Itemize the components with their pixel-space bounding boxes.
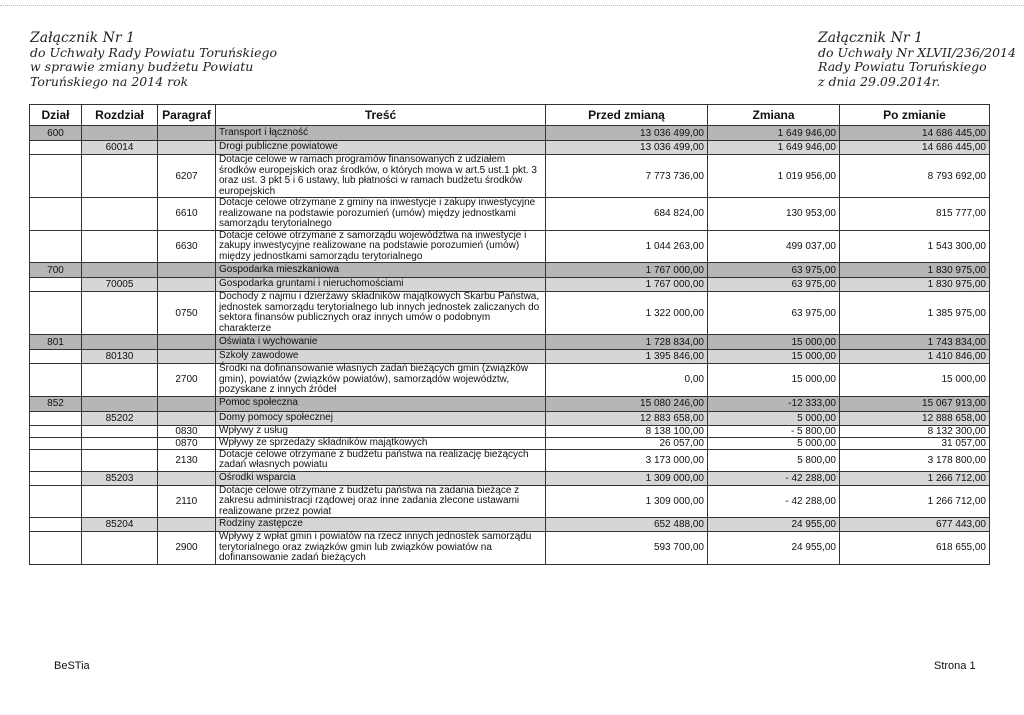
rozdzial-row xyxy=(30,350,990,364)
przed-zmiana-cell: 1 767 000,00 xyxy=(546,263,708,278)
dzial-cell xyxy=(30,485,82,518)
po-zmianie-cell: 1 266 712,00 xyxy=(840,471,990,485)
dzial-cell xyxy=(30,141,82,155)
paragraf-cell: 2700 xyxy=(158,364,216,397)
po-zmianie-cell: 8 132 300,00 xyxy=(840,425,990,437)
przed-zmiana-cell: 13 036 499,00 xyxy=(546,141,708,155)
tresc-cell: Drogi publiczne powiatowe xyxy=(216,141,546,155)
zmiana-cell: 130 953,00 xyxy=(708,198,840,231)
przed-zmiana-cell: 12 883 658,00 xyxy=(546,411,708,425)
paragraf-cell: 0750 xyxy=(158,292,216,335)
header-przed-zmiana: Przed zmianą xyxy=(546,105,708,126)
paragraf-row xyxy=(30,198,990,231)
paragraf-cell: 0830 xyxy=(158,425,216,437)
header-paragraf: Paragraf xyxy=(158,105,216,126)
zmiana-cell: 1 649 946,00 xyxy=(708,126,840,141)
rozdzial-row xyxy=(30,278,990,292)
dzial-cell: 801 xyxy=(30,335,82,350)
przed-zmiana-cell: 7 773 736,00 xyxy=(546,155,708,198)
dzial-row xyxy=(30,263,990,278)
dzial-cell xyxy=(30,350,82,364)
paragraf-cell xyxy=(158,278,216,292)
rozdzial-cell xyxy=(82,437,158,449)
przed-zmiana-cell: 1 322 000,00 xyxy=(546,292,708,335)
przed-zmiana-cell: 26 057,00 xyxy=(546,437,708,449)
rozdzial-cell xyxy=(82,263,158,278)
handwritten-line: w sprawie zmiany budżetu Powiatu xyxy=(30,59,254,75)
scan-edge-line xyxy=(0,5,1024,6)
paragraf-cell xyxy=(158,263,216,278)
przed-zmiana-cell: 13 036 499,00 xyxy=(546,126,708,141)
zmiana-cell: 15 000,00 xyxy=(708,335,840,350)
handwritten-note-right xyxy=(818,30,1018,89)
tresc-cell: Dotacje celowe otrzymane z budżetu państwa na zadania bieżące z zakresu administracji rządowej oraz inne zadania zlecone ustawami realizowane przez powiat xyxy=(216,485,546,518)
handwritten-line: Rady Powiatu Toruńskiego xyxy=(818,59,987,75)
paragraf-row xyxy=(30,230,990,263)
tresc-cell: Wpływy z wpłat gmin i powiatów na rzecz innych jednostek samorządu terytorialnego oraz związków gmin lub związków powiatów na dofinansowanie zadań bieżących xyxy=(216,532,546,565)
tresc-cell: Środki na dofinansowanie własnych zadań bieżących gmin (związków gmin), powiatów (związków powiatów), samorządów województw, pozyskane z innych źródeł xyxy=(216,364,546,397)
header-zmiana: Zmiana xyxy=(708,105,840,126)
dzial-cell: 700 xyxy=(30,263,82,278)
zmiana-cell: -12 333,00 xyxy=(708,396,840,411)
header-dzial: Dział xyxy=(30,105,82,126)
po-zmianie-cell: 8 793 692,00 xyxy=(840,155,990,198)
paragraf-cell: 6610 xyxy=(158,198,216,231)
tresc-cell: Dotacje celowe otrzymane z gminy na inwestycje i zakupy inwestycyjne realizowane na podstawie porozumień (umów) między jednostkami samorządu terytorialnego xyxy=(216,198,546,231)
zmiana-cell: 24 955,00 xyxy=(708,532,840,565)
tresc-cell: Pomoc społeczna xyxy=(216,396,546,411)
paragraf-cell xyxy=(158,518,216,532)
zmiana-cell: - 42 288,00 xyxy=(708,471,840,485)
tresc-cell: Ośrodki wsparcia xyxy=(216,471,546,485)
dzial-cell xyxy=(30,411,82,425)
paragraf-row xyxy=(30,155,990,198)
rozdzial-cell: 85204 xyxy=(82,518,158,532)
przed-zmiana-cell: 1 728 834,00 xyxy=(546,335,708,350)
tresc-cell: Dochody z najmu i dzierżawy składników majątkowych Skarbu Państwa, jednostek samorządu terytorialnego lub innych jednostek zaliczanych do sektora finansów publicznych oraz innych umów o podobnym charakterze xyxy=(216,292,546,335)
przed-zmiana-cell: 593 700,00 xyxy=(546,532,708,565)
dzial-cell xyxy=(30,449,82,471)
paragraf-cell xyxy=(158,411,216,425)
zmiana-cell: 1 019 956,00 xyxy=(708,155,840,198)
rozdzial-cell xyxy=(82,126,158,141)
po-zmianie-cell: 12 888 658,00 xyxy=(840,411,990,425)
zmiana-cell: 1 649 946,00 xyxy=(708,141,840,155)
po-zmianie-cell: 3 178 800,00 xyxy=(840,449,990,471)
dzial-cell xyxy=(30,198,82,231)
po-zmianie-cell: 14 686 445,00 xyxy=(840,141,990,155)
przed-zmiana-cell: 1 044 263,00 xyxy=(546,230,708,263)
zmiana-cell: 24 955,00 xyxy=(708,518,840,532)
paragraf-cell: 2900 xyxy=(158,532,216,565)
zmiana-cell: 499 037,00 xyxy=(708,230,840,263)
po-zmianie-cell: 1 543 300,00 xyxy=(840,230,990,263)
handwritten-line: Toruńskiego na 2014 rok xyxy=(30,73,189,89)
budget-table xyxy=(29,104,990,565)
handwritten-line: Załącznik Nr 1 xyxy=(30,30,135,46)
paragraf-cell xyxy=(158,126,216,141)
handwritten-line: do Uchwały Nr XLVII/236/2014 xyxy=(818,45,1016,61)
paragraf-cell xyxy=(158,396,216,411)
paragraf-cell: 2130 xyxy=(158,449,216,471)
rozdzial-cell: 60014 xyxy=(82,141,158,155)
przed-zmiana-cell: 1 309 000,00 xyxy=(546,471,708,485)
dzial-cell xyxy=(30,518,82,532)
rozdzial-cell: 85202 xyxy=(82,411,158,425)
po-zmianie-cell: 14 686 445,00 xyxy=(840,126,990,141)
po-zmianie-cell: 31 057,00 xyxy=(840,437,990,449)
rozdzial-cell: 70005 xyxy=(82,278,158,292)
zmiana-cell: - 5 800,00 xyxy=(708,425,840,437)
tresc-cell: Gospodarka gruntami i nieruchomościami xyxy=(216,278,546,292)
po-zmianie-cell: 1 410 846,00 xyxy=(840,350,990,364)
handwritten-line: z dnia 29.09.2014r. xyxy=(818,73,941,89)
po-zmianie-cell: 618 655,00 xyxy=(840,532,990,565)
rozdzial-cell: 85203 xyxy=(82,471,158,485)
dzial-cell xyxy=(30,364,82,397)
rozdzial-cell xyxy=(82,198,158,231)
tresc-cell: Oświata i wychowanie xyxy=(216,335,546,350)
rozdzial-cell xyxy=(82,364,158,397)
przed-zmiana-cell: 1 395 846,00 xyxy=(546,350,708,364)
rozdzial-cell xyxy=(82,485,158,518)
paragraf-cell: 6207 xyxy=(158,155,216,198)
tresc-cell: Dotacje celowe otrzymane z budżetu państwa na realizację bieżących zadań własnych powiatu xyxy=(216,449,546,471)
table-body xyxy=(30,126,990,565)
dzial-row xyxy=(30,126,990,141)
paragraf-cell xyxy=(158,350,216,364)
rozdzial-cell xyxy=(82,155,158,198)
przed-zmiana-cell: 652 488,00 xyxy=(546,518,708,532)
zmiana-cell: 5 000,00 xyxy=(708,411,840,425)
przed-zmiana-cell: 3 173 000,00 xyxy=(546,449,708,471)
zmiana-cell: 15 000,00 xyxy=(708,350,840,364)
tresc-cell: Domy pomocy społecznej xyxy=(216,411,546,425)
po-zmianie-cell: 815 777,00 xyxy=(840,198,990,231)
handwritten-line: Załącznik Nr 1 xyxy=(818,30,923,46)
paragraf-row xyxy=(30,425,990,437)
paragraf-cell: 6630 xyxy=(158,230,216,263)
rozdzial-cell xyxy=(82,292,158,335)
rozdzial-cell xyxy=(82,425,158,437)
dzial-cell xyxy=(30,425,82,437)
dzial-row xyxy=(30,396,990,411)
tresc-cell: Dotacje celowe w ramach programów finansowanych z udziałem środków europejskich oraz środków, o których mowa w art.5 ust.1 pkt. 3 oraz ust. 3 pkt 5 i 6 ustawy, lub płatności w ramach budżetu środków europejskich xyxy=(216,155,546,198)
header-tresc: Treść xyxy=(216,105,546,126)
przed-zmiana-cell: 8 138 100,00 xyxy=(546,425,708,437)
dzial-cell: 852 xyxy=(30,396,82,411)
paragraf-row xyxy=(30,292,990,335)
paragraf-cell: 0870 xyxy=(158,437,216,449)
po-zmianie-cell: 15 000,00 xyxy=(840,364,990,397)
dzial-cell xyxy=(30,437,82,449)
rozdzial-cell xyxy=(82,230,158,263)
rozdzial-cell: 80130 xyxy=(82,350,158,364)
rozdzial-row xyxy=(30,471,990,485)
tresc-cell: Gospodarka mieszkaniowa xyxy=(216,263,546,278)
zmiana-cell: 5 000,00 xyxy=(708,437,840,449)
dzial-row xyxy=(30,335,990,350)
rozdzial-cell xyxy=(82,335,158,350)
dzial-cell xyxy=(30,278,82,292)
paragraf-cell xyxy=(158,141,216,155)
dzial-cell xyxy=(30,471,82,485)
rozdzial-row xyxy=(30,518,990,532)
zmiana-cell: 63 975,00 xyxy=(708,278,840,292)
dzial-cell xyxy=(30,155,82,198)
header-rozdzial: Rozdział xyxy=(82,105,158,126)
paragraf-row xyxy=(30,364,990,397)
po-zmianie-cell: 1 743 834,00 xyxy=(840,335,990,350)
dzial-cell xyxy=(30,532,82,565)
rozdzial-cell xyxy=(82,532,158,565)
footer-software-name: BeSTia xyxy=(54,660,90,672)
przed-zmiana-cell: 1 767 000,00 xyxy=(546,278,708,292)
po-zmianie-cell: 677 443,00 xyxy=(840,518,990,532)
tresc-cell: Dotacje celowe otrzymane z samorządu województwa na inwestycje i zakupy inwestycyjne realizowane na podstawie porozumień (umów) między jednostkami samorządu terytorialnego xyxy=(216,230,546,263)
paragraf-row xyxy=(30,532,990,565)
po-zmianie-cell: 1 385 975,00 xyxy=(840,292,990,335)
tresc-cell: Wpływy ze sprzedaży składników majątkowych xyxy=(216,437,546,449)
rozdzial-row xyxy=(30,141,990,155)
rozdzial-cell xyxy=(82,449,158,471)
handwritten-line: do Uchwały Rady Powiatu Toruńskiego xyxy=(30,45,278,61)
dzial-cell xyxy=(30,230,82,263)
header-po-zmianie: Po zmianie xyxy=(840,105,990,126)
zmiana-cell: 63 975,00 xyxy=(708,292,840,335)
zmiana-cell: 63 975,00 xyxy=(708,263,840,278)
paragraf-row xyxy=(30,437,990,449)
table-header-row xyxy=(30,105,990,126)
footer-page-number: Strona 1 xyxy=(934,660,976,672)
przed-zmiana-cell: 684 824,00 xyxy=(546,198,708,231)
po-zmianie-cell: 1 266 712,00 xyxy=(840,485,990,518)
tresc-cell: Rodziny zastępcze xyxy=(216,518,546,532)
tresc-cell: Wpływy z usług xyxy=(216,425,546,437)
przed-zmiana-cell: 1 309 000,00 xyxy=(546,485,708,518)
dzial-cell xyxy=(30,292,82,335)
paragraf-row xyxy=(30,485,990,518)
po-zmianie-cell: 1 830 975,00 xyxy=(840,278,990,292)
rozdzial-row xyxy=(30,411,990,425)
zmiana-cell: 5 800,00 xyxy=(708,449,840,471)
handwritten-note-left xyxy=(30,30,278,89)
paragraf-cell xyxy=(158,335,216,350)
przed-zmiana-cell: 15 080 246,00 xyxy=(546,396,708,411)
paragraf-row xyxy=(30,449,990,471)
tresc-cell: Transport i łączność xyxy=(216,126,546,141)
rozdzial-cell xyxy=(82,396,158,411)
paragraf-cell xyxy=(158,471,216,485)
tresc-cell: Szkoły zawodowe xyxy=(216,350,546,364)
zmiana-cell: - 42 288,00 xyxy=(708,485,840,518)
po-zmianie-cell: 15 067 913,00 xyxy=(840,396,990,411)
paragraf-cell: 2110 xyxy=(158,485,216,518)
dzial-cell: 600 xyxy=(30,126,82,141)
przed-zmiana-cell: 0,00 xyxy=(546,364,708,397)
zmiana-cell: 15 000,00 xyxy=(708,364,840,397)
po-zmianie-cell: 1 830 975,00 xyxy=(840,263,990,278)
